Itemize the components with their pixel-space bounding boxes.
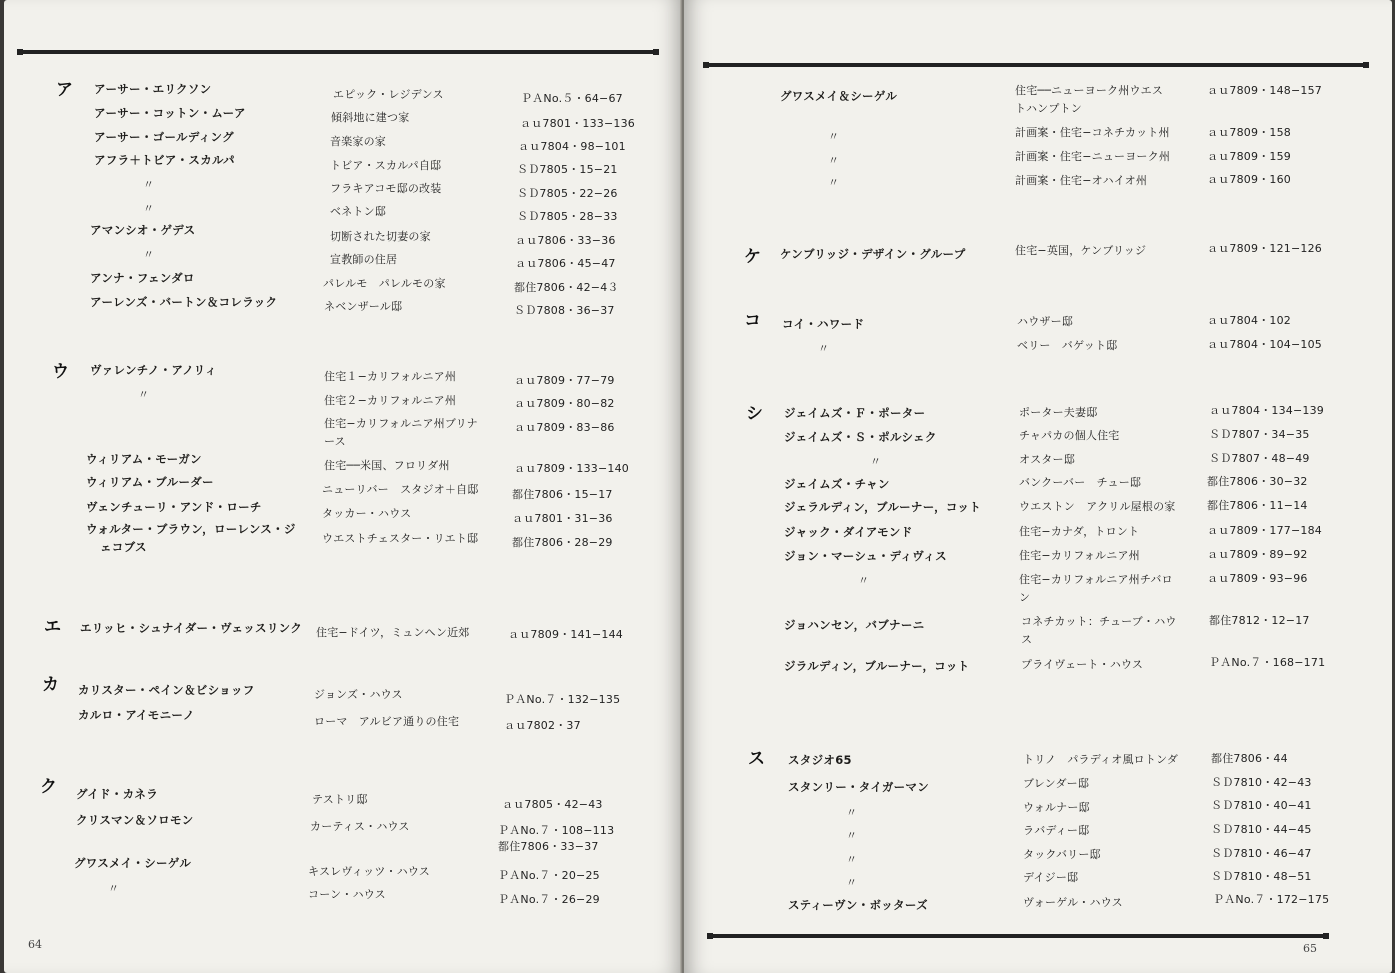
entry-architect: コイ・ハワード bbox=[782, 317, 865, 331]
entry-title: 音楽家の家 bbox=[330, 135, 386, 148]
entry-title: 傾斜地に建つ家 bbox=[331, 111, 410, 124]
entry-title: バンクーバー チュー邸 bbox=[1019, 476, 1142, 489]
entry-title: ヴォーゲル・ハウス bbox=[1023, 896, 1123, 909]
entry-architect: ジェラルディン，ブルーナー，コット bbox=[784, 500, 982, 514]
entry-title: 住宅−カリフォルニア州チバロ bbox=[1019, 573, 1173, 586]
entry-title: ウエストチェスター・リエト邸 bbox=[322, 532, 479, 545]
entry-title: 住宅−カリフォルニア州ブリナ bbox=[324, 417, 478, 430]
entry-architect: アーサー・ゴールディング bbox=[94, 130, 234, 144]
entry-title: 計画案・住宅−コネチカット州 bbox=[1015, 126, 1170, 139]
entry-architect: ウィリアム・モーガン bbox=[86, 452, 202, 466]
entry-architect: アーサー・エリクソン bbox=[94, 82, 212, 96]
entry-citation: ａｕ7806・33−36 bbox=[515, 234, 616, 247]
entry-title: キスレヴィッツ・ハウス bbox=[308, 865, 430, 878]
entry-citation: ａｕ7804・98−101 bbox=[518, 140, 626, 153]
entry-citation: 都住7806・28−29 bbox=[512, 536, 613, 549]
entry-citation: 都住7806・11−14 bbox=[1207, 499, 1308, 512]
entry-title: 住宅１−カリフォルニア州 bbox=[324, 370, 457, 383]
entry-citation: ＰＡNo.５・64−67 bbox=[521, 92, 623, 105]
entry-title: 住宅−カナダ，トロント bbox=[1019, 525, 1140, 538]
entry-title: ジョンズ・ハウス bbox=[314, 688, 403, 701]
entry-architect: カリスター・ペイン＆ビショッフ bbox=[78, 683, 255, 697]
entry-citation: ａｕ7809・159 bbox=[1207, 150, 1291, 163]
entry-citation: ａｕ7801・133−136 bbox=[520, 117, 636, 130]
entry-citation: ａｕ7809・141−144 bbox=[508, 628, 624, 641]
entry-title: ニューリバー スタジオ＋自邸 bbox=[322, 483, 479, 496]
entry-title-continued: ース bbox=[324, 435, 346, 448]
entry-architect-continued: ェコブス bbox=[100, 540, 147, 554]
ditto-mark: 〃 bbox=[143, 178, 154, 191]
ditto-mark: 〃 bbox=[846, 829, 857, 842]
entry-architect: ジェイムズ・チャン bbox=[784, 477, 890, 491]
entry-citation: ＳＤ7805・22−26 bbox=[517, 187, 618, 200]
right-top-rule bbox=[706, 63, 1366, 67]
entry-title: 住宅−カリフォルニア州 bbox=[1019, 549, 1140, 562]
entry-title: フラキアコモ邸の改装 bbox=[330, 182, 442, 195]
entry-title: 住宅──米国、フロリダ州 bbox=[324, 459, 450, 472]
entry-architect: アマンシオ・ゲデス bbox=[90, 223, 196, 237]
entry-architect: ジョン・マーシュ・ディヴィス bbox=[784, 549, 947, 563]
entry-citation: ＳＤ7805・15−21 bbox=[517, 163, 618, 176]
kana-ke: ケ bbox=[744, 247, 761, 267]
entry-title: ポーター夫妻邸 bbox=[1019, 406, 1098, 419]
entry-title: ハウザー邸 bbox=[1017, 315, 1073, 328]
entry-architect: ヴァレンチノ・アノリィ bbox=[90, 363, 217, 377]
kana-e: エ bbox=[44, 617, 61, 637]
entry-title: 住宅−英国，ケンブリッジ bbox=[1015, 244, 1147, 257]
ditto-mark: 〃 bbox=[846, 876, 857, 889]
entry-citation: ＳＤ7810・42−43 bbox=[1211, 776, 1312, 789]
ditto-mark: 〃 bbox=[846, 806, 857, 819]
entry-title: 計画案・住宅−オハイオ州 bbox=[1015, 174, 1148, 187]
entry-citation: ａｕ7809・148−157 bbox=[1207, 84, 1323, 97]
entry-architect: グワスメイ＆シーゲル bbox=[780, 89, 898, 103]
entry-citation: ＰＡNo.７・168−171 bbox=[1209, 656, 1326, 669]
ditto-mark: 〃 bbox=[828, 176, 839, 189]
entry-title: エピック・レジデンス bbox=[333, 88, 444, 101]
kana-shi: シ bbox=[746, 404, 763, 424]
entry-architect: ジャック・ダイアモンド bbox=[784, 525, 913, 539]
entry-title: テストリ邸 bbox=[312, 793, 368, 806]
ditto-mark: 〃 bbox=[138, 388, 149, 401]
kana-ku: ク bbox=[40, 777, 57, 797]
entry-title: ローマ アルビア通りの住宅 bbox=[314, 715, 460, 728]
entry-title: トビア・スカルパ自邸 bbox=[330, 159, 442, 172]
entry-architect: ジョハンセン，バブナーニ bbox=[784, 618, 925, 632]
entry-citation: ａｕ7809・160 bbox=[1207, 173, 1291, 186]
entry-citation: ａｕ7801・31−36 bbox=[512, 512, 613, 525]
ditto-mark: 〃 bbox=[108, 882, 119, 895]
entry-architect: スタジオ65 bbox=[788, 753, 852, 767]
kana-ka: カ bbox=[42, 675, 59, 695]
entry-title: コーン・ハウス bbox=[308, 888, 386, 901]
entry-citation: ＳＤ7810・44−45 bbox=[1211, 823, 1312, 836]
kana-a: ア bbox=[56, 80, 73, 100]
ditto-mark: 〃 bbox=[818, 342, 829, 355]
entry-architect: アンナ・フェンダロ bbox=[90, 271, 195, 285]
entry-title: ベリー バゲット邸 bbox=[1017, 339, 1118, 352]
entry-title: パレルモ パレルモの家 bbox=[323, 277, 446, 290]
entry-citation: ａｕ7809・89−92 bbox=[1207, 548, 1308, 561]
entry-citation: 都住7812・12−17 bbox=[1209, 614, 1310, 627]
entry-citation: ＳＤ7810・46−47 bbox=[1211, 847, 1312, 860]
entry-citation: ａｕ7804・104−105 bbox=[1207, 338, 1323, 351]
entry-citation: 都住7806・44 bbox=[1211, 752, 1288, 765]
entry-title: プライヴェート・ハウス bbox=[1021, 658, 1144, 671]
left-top-rule bbox=[20, 50, 656, 54]
entry-title: ウエストン アクリル屋根の家 bbox=[1019, 500, 1176, 513]
entry-architect: クリスマン＆ソロモン bbox=[76, 813, 194, 827]
entry-title: 住宅──ニューヨーク州ウエス bbox=[1015, 84, 1164, 97]
entry-citation: ＰＡNo.７・20−25 bbox=[498, 869, 600, 882]
entry-citation: ＰＡNo.７・26−29 bbox=[498, 893, 600, 906]
entry-architect: アフラ＋トビア・スカルパ bbox=[94, 153, 235, 167]
page-number: 64 bbox=[28, 938, 42, 951]
ditto-mark: 〃 bbox=[143, 248, 154, 261]
entry-title: ウォルナー邸 bbox=[1023, 801, 1090, 814]
entry-architect: アーサー・コットン・ムーア bbox=[94, 106, 246, 120]
entry-title: デイジー邸 bbox=[1023, 871, 1079, 884]
entry-title: 宣教師の住居 bbox=[330, 253, 398, 266]
entry-citation: ａｕ7809・83−86 bbox=[514, 421, 615, 434]
entry-architect: ウォルター・ブラウン，ローレンス・ジ bbox=[86, 522, 296, 536]
right-bottom-rule bbox=[710, 934, 1326, 938]
entry-architect: グワスメイ・シーゲル bbox=[74, 856, 192, 870]
entry-citation: ａｕ7809・80−82 bbox=[514, 397, 615, 410]
entry-title: ラバディー邸 bbox=[1023, 824, 1090, 837]
entry-architect: スタンリー・タイガーマン bbox=[788, 780, 930, 794]
entry-citation: ＳＤ7810・48−51 bbox=[1211, 870, 1312, 883]
ditto-mark: 〃 bbox=[828, 130, 839, 143]
entry-title: 切断された切妻の家 bbox=[330, 230, 431, 243]
entry-title: ネベンザール邸 bbox=[324, 300, 403, 313]
entry-citation: ａｕ7809・77−79 bbox=[514, 374, 615, 387]
entry-citation: ａｕ7809・133−140 bbox=[514, 462, 630, 475]
entry-architect: ジラルディン，ブルーナー，コット bbox=[784, 659, 970, 673]
entry-citation: ＰＡNo.７・132−135 bbox=[504, 693, 621, 706]
page-number: 65 bbox=[1303, 942, 1317, 955]
entry-title-continued: ン bbox=[1019, 591, 1031, 604]
entry-citation: ａｕ7809・121−126 bbox=[1207, 242, 1323, 255]
ditto-mark: 〃 bbox=[143, 202, 154, 215]
entry-title: コネチカット：チューブ・ハウ bbox=[1021, 615, 1177, 628]
entry-title: ベネトン邸 bbox=[330, 205, 386, 218]
entry-citation: ａｕ7806・45−47 bbox=[515, 257, 616, 270]
entry-title-continued: トハンプトン bbox=[1015, 102, 1082, 115]
entry-architect: アーレンズ・バートン＆コレラック bbox=[90, 295, 278, 309]
entry-citation: ＳＤ7807・34−35 bbox=[1209, 428, 1310, 441]
entry-title: タックバリー邸 bbox=[1023, 848, 1101, 861]
kana-su: ス bbox=[748, 749, 765, 769]
entry-citation: ＳＤ7810・40−41 bbox=[1211, 799, 1312, 812]
entry-architect: ジェイムズ・Ｆ・ポーター bbox=[784, 406, 926, 420]
entry-citation: 都住7806・30−32 bbox=[1207, 475, 1308, 488]
entry-citation: ＳＤ7807・48−49 bbox=[1209, 452, 1310, 465]
ditto-mark: 〃 bbox=[846, 853, 857, 866]
ditto-mark: 〃 bbox=[870, 455, 881, 468]
entry-citation-secondary: 都住7806・33−37 bbox=[498, 840, 599, 853]
entry-title: タッカー・ハウス bbox=[322, 507, 412, 520]
entry-architect: カルロ・アイモニーノ bbox=[78, 708, 195, 722]
entry-architect: エリッヒ・シュナイダー・ヴェッスリンク bbox=[80, 621, 303, 635]
entry-citation: ＳＤ7805・28−33 bbox=[517, 210, 618, 223]
entry-citation: ａｕ7802・37 bbox=[504, 719, 581, 732]
entry-citation: ａｕ7804・134−139 bbox=[1209, 404, 1325, 417]
kana-u: ウ bbox=[52, 362, 69, 382]
entry-citation: 都住7806・15−17 bbox=[512, 488, 613, 501]
entry-title-continued: ス bbox=[1021, 633, 1033, 646]
entry-architect: ケンブリッジ・デザイン・グループ bbox=[780, 247, 966, 261]
entry-citation: ａｕ7809・158 bbox=[1207, 126, 1291, 139]
entry-architect: ウィリアム・ブルーダー bbox=[86, 475, 214, 489]
entry-architect: グイド・カネラ bbox=[76, 787, 159, 801]
entry-title: 計画案・住宅−ニューヨーク州 bbox=[1015, 150, 1171, 163]
entry-title: ブレンダー邸 bbox=[1023, 777, 1090, 790]
entry-citation: 都住7806・42−4３ bbox=[514, 281, 619, 294]
entry-citation: ａｕ7809・177−184 bbox=[1207, 524, 1323, 537]
entry-citation: ＰＡNo.７・108−113 bbox=[498, 824, 615, 837]
entry-citation: ＰＡNo.７・172−175 bbox=[1213, 893, 1330, 906]
kana-ko: コ bbox=[744, 311, 761, 331]
entry-citation: ａｕ7804・102 bbox=[1207, 314, 1291, 327]
entry-architect: スティーヴン・ボッターズ bbox=[788, 898, 928, 912]
entry-citation: ＳＤ7808・36−37 bbox=[514, 304, 615, 317]
ditto-mark: 〃 bbox=[858, 574, 869, 587]
entry-architect: ヴェンチューリ・アンド・ローチ bbox=[86, 500, 262, 514]
entry-title: 住宅２−カリフォルニア州 bbox=[324, 394, 457, 407]
ditto-mark: 〃 bbox=[828, 154, 839, 167]
entry-title: トリノ パラディオ風ロトンダ bbox=[1023, 753, 1179, 766]
entry-title: カーティス・ハウス bbox=[310, 820, 410, 833]
entry-title: 住宅−ドイツ，ミュンヘン近郊 bbox=[316, 626, 470, 639]
entry-citation: ａｕ7805・42−43 bbox=[502, 798, 603, 811]
entry-title: チャパカの個人住宅 bbox=[1019, 429, 1120, 442]
entry-citation: ａｕ7809・93−96 bbox=[1207, 572, 1308, 585]
entry-architect: ジェイムズ・Ｓ・ポルシェク bbox=[784, 430, 937, 444]
entry-title: オスター邸 bbox=[1019, 453, 1075, 466]
